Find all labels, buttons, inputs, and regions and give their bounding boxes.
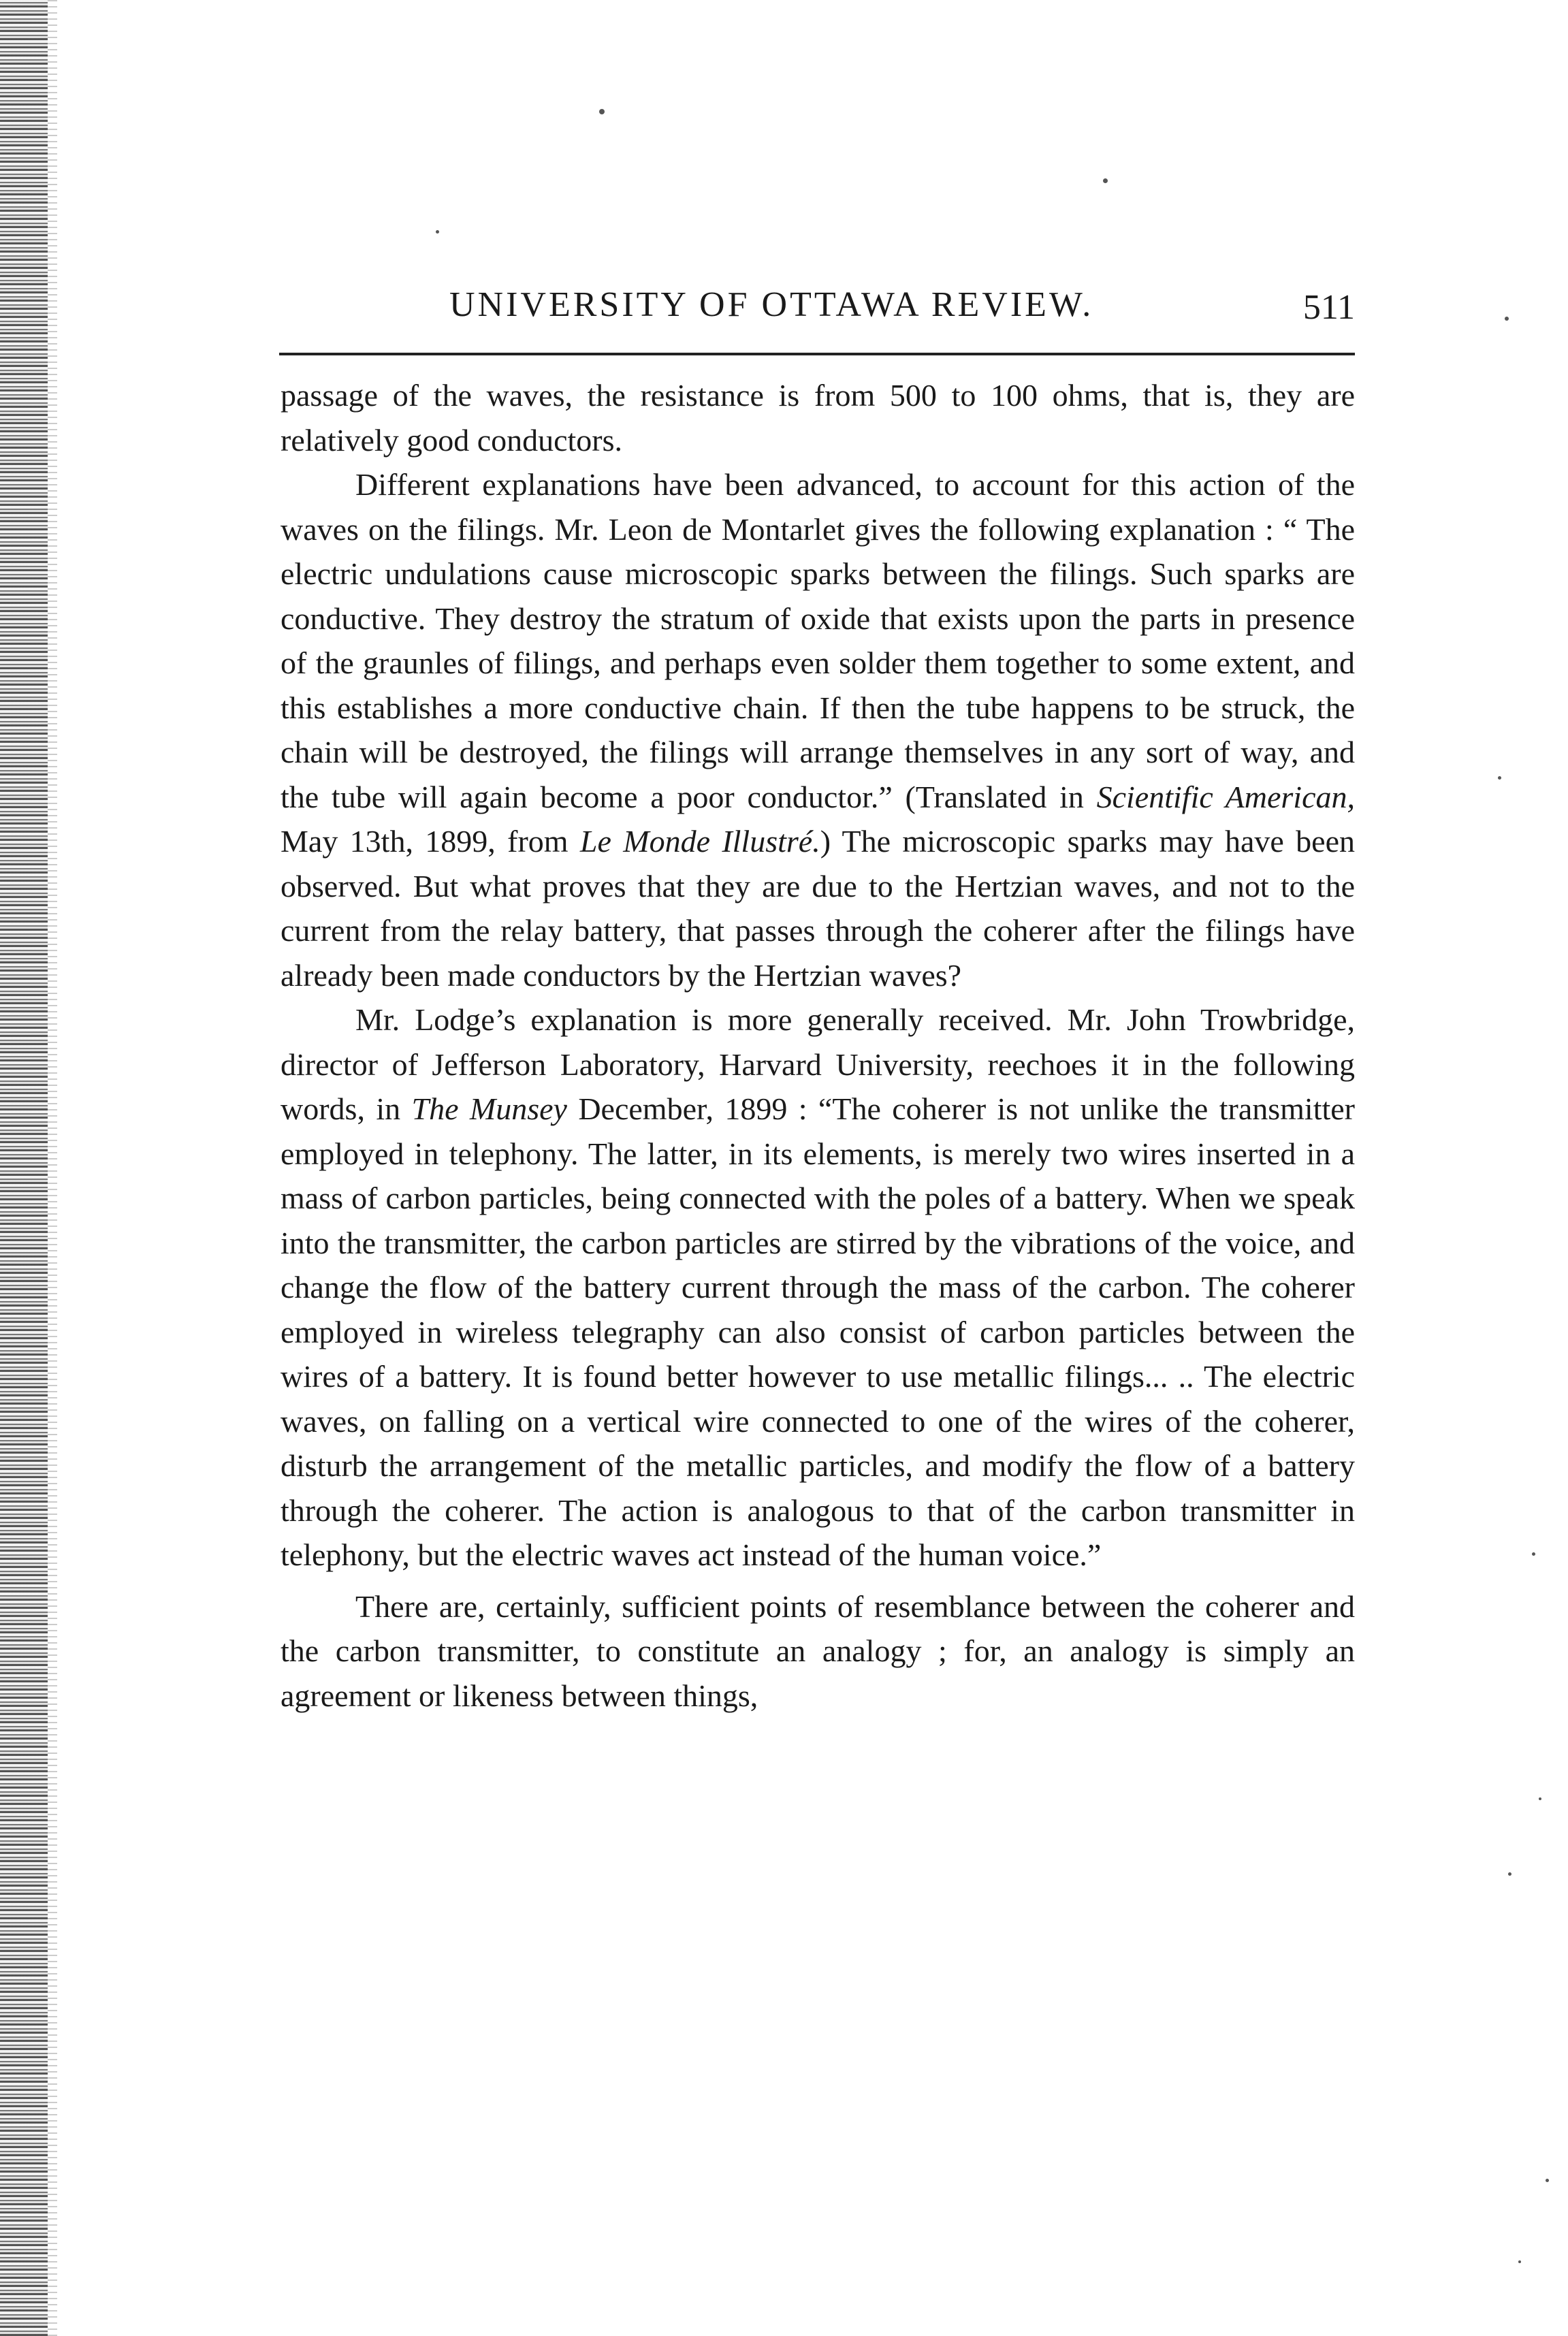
citation-scientific-american: Scientific American, <box>1096 779 1355 814</box>
page-header <box>279 285 1355 339</box>
scan-speck <box>1518 2260 1521 2263</box>
scan-speck <box>1539 1797 1541 1800</box>
scan-speck <box>1508 1872 1511 1876</box>
scan-speck <box>1532 1552 1535 1556</box>
scan-speck <box>1546 2179 1549 2182</box>
scan-speck <box>1103 178 1108 183</box>
scan-speck <box>1505 317 1509 321</box>
scan-speck <box>599 109 605 114</box>
page-binding-edge <box>0 0 48 2336</box>
paragraph-4: There are, certainly, sufficient points of resemblance between the coherer and the carbon transmitter, to constitute an analogy ; for, an analogy is simply an agreement or likeness between things, <box>281 1588 1355 1713</box>
paragraph-2: Different explanations have been advanced, to account for this action of the waves on the filings. Mr. Leon de Montarlet gives the following explanation : “ The electric undulations cause microscopic sparks between the filings. Such sparks are conductive. They destroy the stratum of oxide that exists upon the parts in presence of the graunles of filings, and perhaps even solder them together to some extent, and this establishes a more conductive chain. If then the tube happens to be struck, the chain will be destroyed, the filings will arrange themselves in any sort of way, and the tube will again become a poor conductor.” (Translated in Scientific American, May 13th, 1899, from Le Monde Illustré.) The microscopic sparks may have been observed. But what proves that they are due to the Hertzian waves, and not to the current from the relay battery, that passes through the coherer after the filings have already been made conductors by the Hertzian waves? <box>281 467 1356 993</box>
scan-speck <box>1498 776 1501 780</box>
paragraph-1: passage of the waves, the resistance is from 500 to 100 ohms, that is, they are relatively good conductors. <box>281 378 1355 458</box>
citation-le-monde-illustre: Le Monde Illustré. <box>579 824 820 859</box>
citation-the-munsey: The Munsey <box>411 1091 567 1126</box>
scan-speck <box>436 230 439 234</box>
paragraph-3: Mr. Lodge’s explanation is more generally received. Mr. John Trowbridge, director of Jefferson Laboratory, Harvard University, reechoes it in the following words, in The Munsey December, 1899 : “The coherer is not unlike the transmitter employed in telephony. The latter, in its elements, is merely two wires inserted in a mass of carbon particles, being connected with the poles of a battery. When we speak into the transmitter, the carbon particles are stirred by the vibrations of the voice, and change the flow of the battery current through the mass of the carbon. The coherer employed in wireless telegraphy can also consist of carbon particles between the wires of a battery. It is found better however to use metallic filings... .. The electric waves, on falling on a vertical wire connected to one of the wires of the coherer, disturb the arrangement of the metallic particles, and modify the flow of a battery through the coherer. The action is analogous to that of the carbon transmitter in telephony, but the electric waves act instead of the human voice.” <box>281 1002 1355 1572</box>
body-text <box>281 373 1355 1718</box>
header-rule <box>279 353 1355 355</box>
page-number: 511 <box>1302 288 1355 327</box>
page-binding-shadow <box>48 0 57 2336</box>
running-title: UNIVERSITY OF OTTAWA REVIEW. <box>449 285 1094 324</box>
